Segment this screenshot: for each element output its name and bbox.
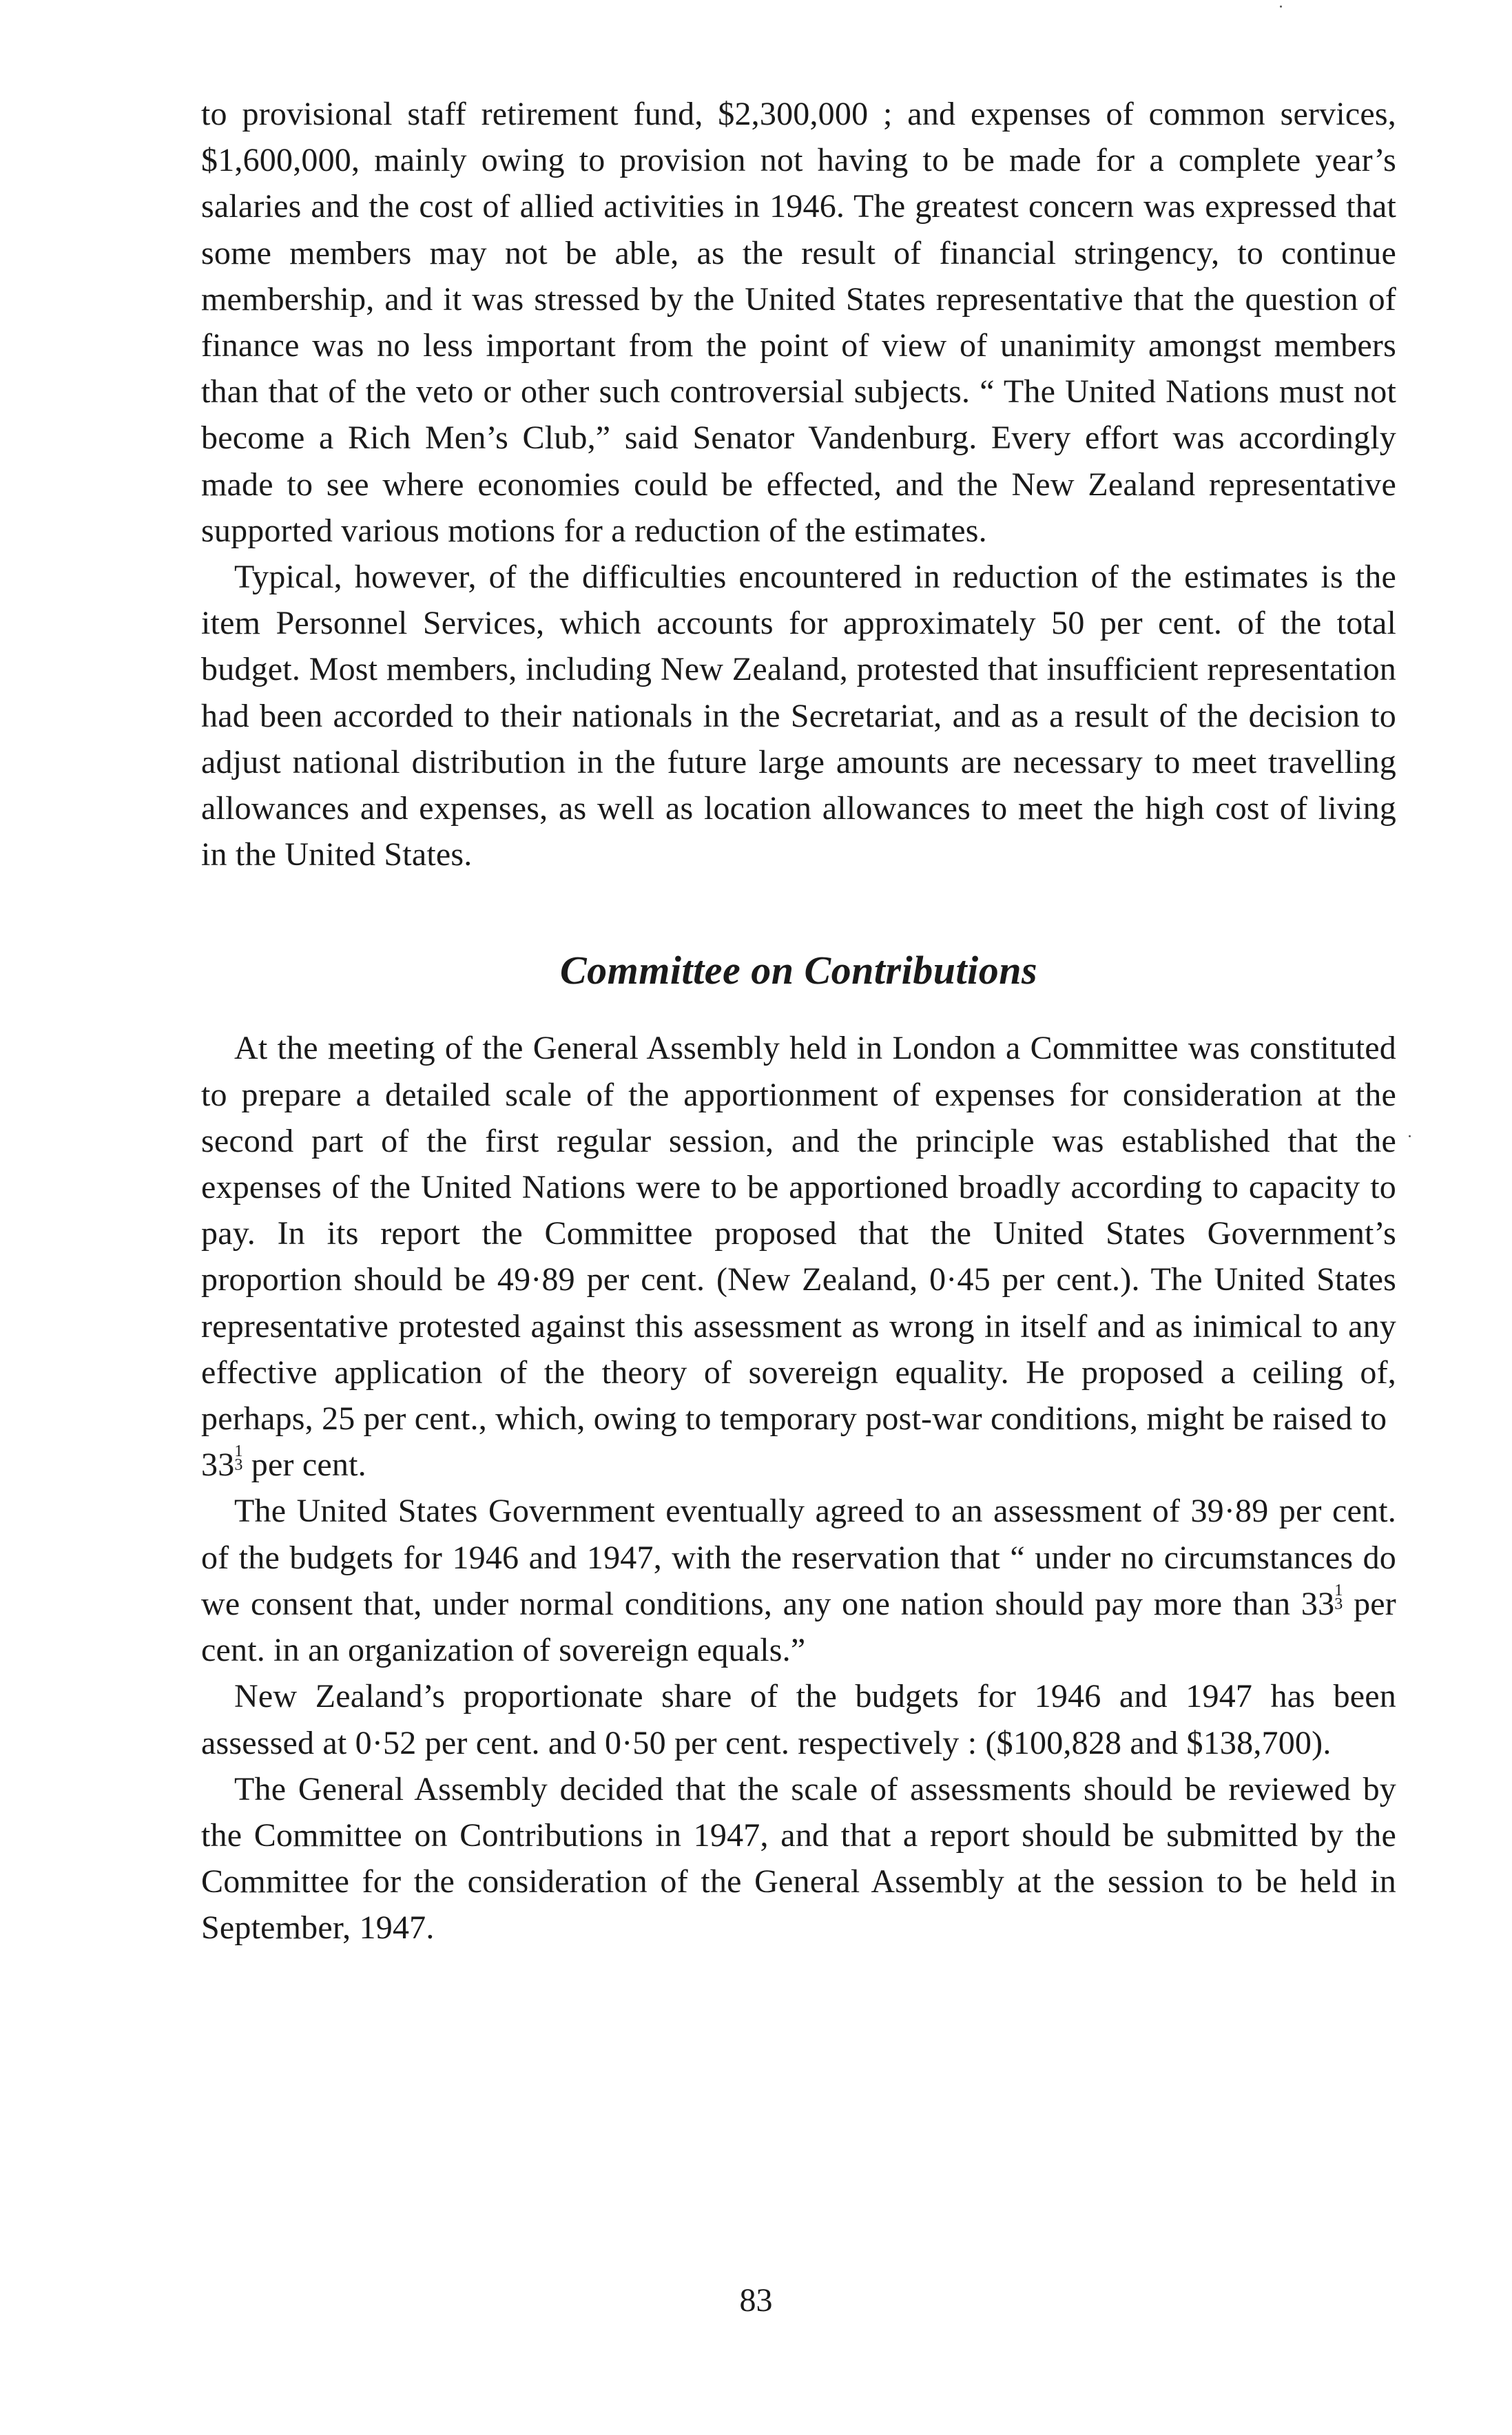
paragraph-us-assessment [201, 1488, 1396, 1673]
paragraph-committee-constituted [201, 1025, 1396, 1488]
scan-speck [1409, 1135, 1411, 1137]
paragraph-tail: per cent. in an organization of sovereign equals.” [201, 1585, 1396, 1669]
paragraph-scale-review: The General Assembly decided that the scale of assessments should be reviewed by the Committee on Contributions in 1947, and that a report should be submitted by the Committee for the consideration of the General Assembly at the session to be held in September, 1947. [201, 1770, 1396, 1947]
paragraph-nz-share: New Zealand’s proportionate share of the budgets for 1946 and 1947 has been assessed at 0·52 per cent. and 0·50 per cent. respectively : ($100,828 and $138,700). [201, 1678, 1396, 1761]
fraction-whole: 33 [201, 1447, 235, 1484]
fraction-whole: 33 [1301, 1585, 1335, 1622]
paragraph-budget-expenses: to provisional staff retirement fund, $2,300,000 ; and expenses of common services, $1,600,000, mainly owing to provision not having to be made for a complete year’s salaries and the cost of allied activities in 1946. The greatest concern was expressed that some members may not be able, as the result of financial stringency, to continue membership, and it was stressed by the United States representative that the question of finance was no less important from the point of view of unanimity amongst members than that of the veto or other such controversial subjects. “ The United Nations must not become a Rich Men’s Club,” said Senator Vandenburg. Every effort was accordingly made to see where economies could be effected, and the New Zealand representative supported various motions for a reduction of the estimates. [201, 96, 1396, 549]
paragraph-text: The United States Government eventually agreed to an assessment of 39·89 per cent. of the budgets for 1946 and 1947, with the reservation that “ under no circumstances do we consent that, under normal conditions, any one nation should pay more than [201, 1493, 1396, 1622]
fraction-one-third [1334, 1581, 1343, 1613]
fraction-denominator: 3 [1334, 1595, 1343, 1613]
paragraph-tail: per cent. [242, 1447, 366, 1484]
fraction-numerator: 1 [1334, 1581, 1343, 1599]
scan-speck [1280, 6, 1282, 8]
fraction-denominator: 3 [234, 1456, 243, 1475]
fraction-one-third [234, 1442, 243, 1475]
section-heading: Committee on Contributions [559, 948, 1038, 993]
page-number: 83 [739, 2282, 773, 2319]
paragraph-text: At the meeting of the General Assembly held in London a Committee was constituted to prepare a detailed scale of the apportionment of expenses for consideration at the second part of the first regular session, and the principle was established that the expenses of the United Nations were to be apportioned broadly according to capacity to pay. In its report the Committee proposed that the United States Government’s proportion should be 49·89 per cent. (New Zealand, 0·45 per cent.). The United States representative protested against this assessment as wrong in itself and as inimical to any effective application of the theory of sovereign equality. He proposed a ceiling of, perhaps, 25 per cent., which, owing to temporary post-war conditions, might be raised to [201, 1030, 1396, 1438]
fraction-numerator: 1 [234, 1442, 243, 1461]
document-page [201, 91, 1396, 1951]
paragraph-personnel-services: Typical, however, of the difficulties encountered in reduction of the estimates is the item Personnel Services, which accounts for approximately 50 per cent. of the total budget. Most members, including New Zealand, protested that insufficient representation had been accorded to their nationals in the Secretariat, and as a result of the decision to adjust national distribution in the future large amounts are necessary to meet travelling allowances and expenses, as well as location allowances to meet the high cost of living in the United States. [201, 559, 1396, 873]
